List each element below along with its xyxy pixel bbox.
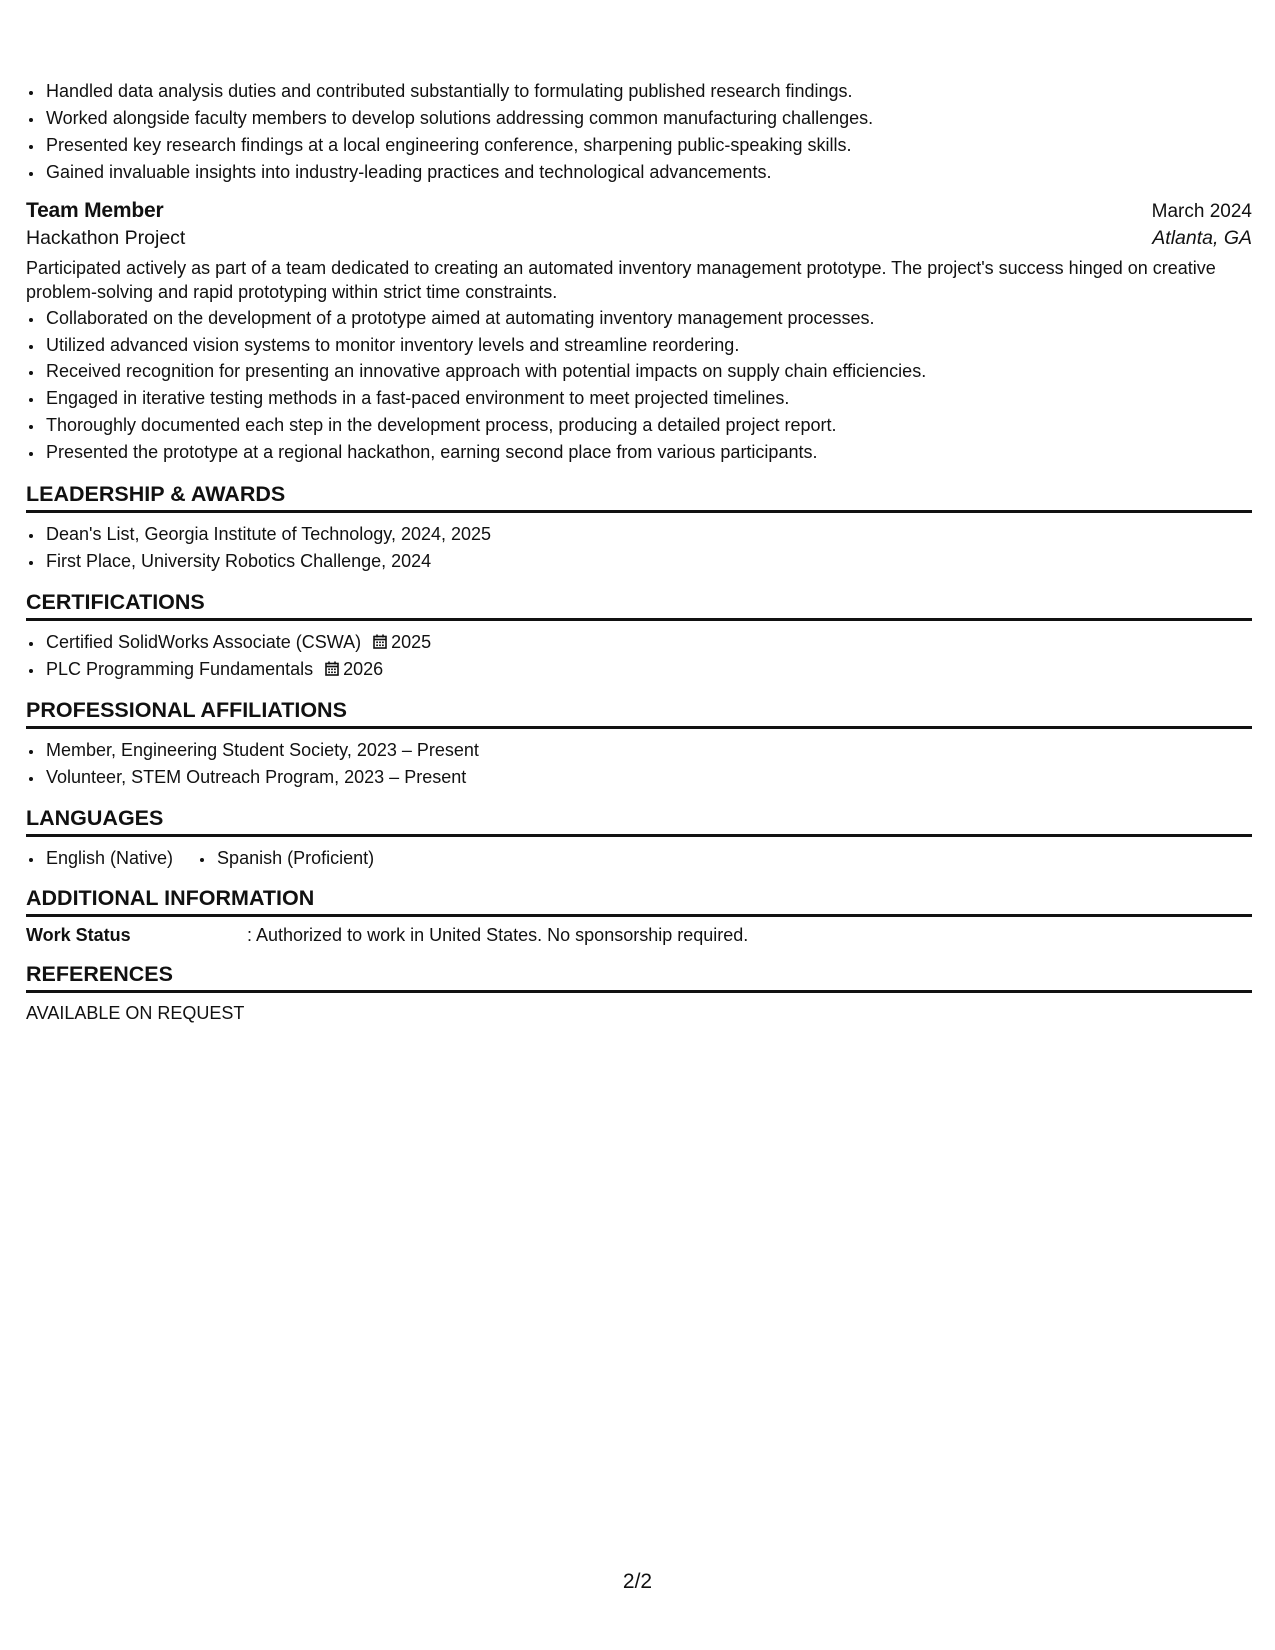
list-item: • Member, Engineering Student Society, 2023 – Present (44, 737, 1252, 764)
references-section (26, 962, 1252, 1025)
list-item: • Volunteer, STEM Outreach Program, 2023 – Present (44, 764, 1252, 791)
list-item: • Thoroughly documented each step in the development process, producing a detailed project report. (44, 412, 1252, 439)
job-entry (26, 199, 1252, 466)
list-item: • Collaborated on the development of a prototype aimed at automating inventory management processes. (44, 305, 1252, 332)
leadership-list (26, 521, 1252, 575)
certification-year: 2026 (343, 658, 384, 679)
job-date: March 2024 (1151, 200, 1252, 222)
list-item: • Engaged in iterative testing methods in a fast-paced environment to meet projected timelines. (44, 385, 1252, 412)
certification-name: Certified SolidWorks Associate (CSWA) (46, 631, 362, 652)
languages-section (26, 806, 1252, 872)
job-summary: Participated actively as part of a team dedicated to creating an automated inventory management prototype. The project's success hinged on creative problem-solving and rapid prototyping within strict time constraints. (26, 257, 1216, 302)
section-heading-certifications: CERTIFICATIONS (26, 590, 1252, 621)
experience-bullet-list (26, 78, 1252, 186)
list-item: • Handled data analysis duties and contributed substantially to formulating published research findings. (44, 78, 1252, 105)
list-item: • Gained invaluable insights into industry-leading practices and technological advancements. (44, 159, 1252, 186)
section-heading-references: REFERENCES (26, 962, 1252, 993)
certification-item (44, 656, 1252, 683)
list-item: • Presented the prototype at a regional hackathon, earning second place from various participants. (44, 439, 1252, 466)
affiliations-list (26, 737, 1252, 791)
list-item: • Presented key research findings at a local engineering conference, sharpening public-speaking skills. (44, 132, 1252, 159)
additional-info-section (26, 886, 1252, 947)
work-status-row (26, 923, 1252, 947)
job-title: Team Member (26, 198, 164, 222)
certification-name: PLC Programming Fundamentals (46, 658, 314, 679)
job-organization: Hackathon Project (26, 226, 186, 249)
list-item: • First Place, University Robotics Challenge, 2024 (44, 548, 1252, 575)
work-status-label: Work Status (26, 925, 131, 946)
leadership-section (26, 482, 1252, 575)
certification-year: 2025 (391, 631, 432, 652)
language-item: • English (Native) (44, 845, 173, 872)
list-item: • Dean's List, Georgia Institute of Technology, 2024, 2025 (44, 521, 1252, 548)
section-heading-languages: LANGUAGES (26, 806, 1252, 837)
certifications-section (26, 590, 1252, 683)
certifications-list (26, 629, 1252, 683)
certification-item (44, 629, 1252, 656)
affiliations-section (26, 698, 1252, 791)
list-item: • Worked alongside faculty members to develop solutions addressing common manufacturing challenges. (44, 105, 1252, 132)
calendar-icon (325, 657, 339, 672)
resume-page (26, 78, 1252, 1025)
list-item: • Utilized advanced vision systems to monitor inventory levels and streamline reordering. (44, 332, 1252, 359)
references-text: AVAILABLE ON REQUEST (26, 1003, 245, 1024)
job-subheader (26, 227, 1252, 250)
section-heading-leadership: LEADERSHIP & AWARDS (26, 482, 1252, 513)
language-item: • Spanish (Proficient) (215, 845, 374, 872)
calendar-icon (373, 630, 387, 645)
job-header (26, 199, 1252, 223)
languages-list (26, 845, 1252, 872)
job-location: Atlanta, GA (1152, 226, 1252, 249)
page-number: 2/2 (622, 1570, 653, 1593)
job-bullet-list (26, 305, 1252, 466)
section-heading-additional-info: ADDITIONAL INFORMATION (26, 886, 1252, 917)
work-status-value: : Authorized to work in United States. No sponsorship required. (247, 925, 749, 946)
section-heading-affiliations: PROFESSIONAL AFFILIATIONS (26, 698, 1252, 729)
list-item: • Received recognition for presenting an innovative approach with potential impacts on supply chain efficiencies. (44, 358, 1252, 385)
